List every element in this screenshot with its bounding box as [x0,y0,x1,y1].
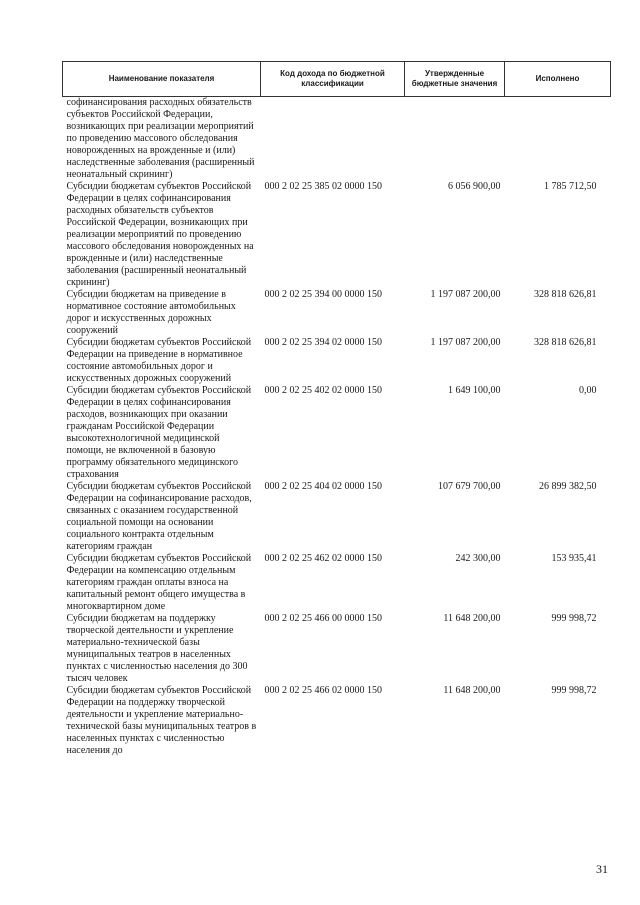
cell-code: 000 2 02 25 462 02 0000 150 [264,553,382,564]
cell-code: 000 2 02 25 466 02 0000 150 [264,685,382,696]
table-row [63,337,611,385]
header-code: Код дохода по бюджетной классификации [261,62,405,97]
cell-code [261,97,405,182]
cell-name: Субсидии бюджетам субъектов Российской Федерации на софинансирование расходов, связанных с оказанием государственной социальной помощи на основании социального контракта отдельным категориям граждан [66,481,252,552]
table-body [63,97,611,758]
cell-executed: 328 818 626,81 [534,289,597,300]
table-row [63,385,611,481]
header-name: Наименование показателя [63,62,261,97]
cell-approved: 11 648 200,00 [443,685,501,696]
cell-executed: 999 998,72 [551,613,597,624]
cell-executed: 328 818 626,81 [534,337,597,348]
cell-executed: 0,00 [579,385,597,396]
cell-executed: 1 785 712,50 [544,181,597,192]
cell-executed: 153 935,41 [551,553,597,564]
cell-name: Субсидии бюджетам на приведение в нормативное состояние автомобильных дорог и искусственных дорожных сооружений [66,289,236,336]
cell-approved: 1 197 087 200,00 [430,289,501,300]
cell-code: 000 2 02 25 394 02 0000 150 [264,337,382,348]
cell-approved: 242 300,00 [455,553,501,564]
cell-approved: 11 648 200,00 [443,613,501,624]
cell-code: 000 2 02 25 394 00 0000 150 [264,289,382,300]
cell-name: софинансирования расходных обязательств субъектов Российской Федерации, возникающих при реализации мероприятий по проведению массового обследования новорожденных на врожденные и (или) наследственные заболевания (расширенный неонатальный скрининг) [66,97,255,180]
cell-executed: 26 899 382,50 [539,481,597,492]
cell-executed: 999 998,72 [551,685,597,696]
cell-name: Субсидии бюджетам на поддержку творческой деятельности и укрепление материально-технической базы муниципальных театров в населенных пунктах с численностью населения до 300 тысяч человек [66,613,248,684]
budget-table [62,61,611,757]
table-header [63,62,611,97]
cell-approved: 6 056 900,00 [448,181,501,192]
table-row [63,685,611,757]
cell-name: Субсидии бюджетам субъектов Российской Федерации на компенсацию отдельным категориям граждан оплаты взноса на капитальный ремонт общего имущества в многоквартирном доме [66,553,252,612]
table-row [63,553,611,613]
table-row [63,481,611,553]
table-row [63,97,611,182]
cell-approved: 1 649 100,00 [448,385,501,396]
cell-code: 000 2 02 25 404 02 0000 150 [264,481,382,492]
cell-approved [405,97,505,182]
cell-name: Субсидии бюджетам субъектов Российской Федерации на поддержку творческой деятельности и укрепление материально-технической базы муниципальных театров в населенных пунктах с численностью населения до [66,685,257,756]
table-row [63,181,611,289]
cell-name: Субсидии бюджетам субъектов Российской Федерации в целях софинансирования расходов, возникающих при оказании гражданам Российской Федерации высокотехнологичной медицинской помощи, не включенной в базовую программу обязательного медицинского страхования [66,385,252,480]
header-approved: Утвержденные бюджетные значения [405,62,505,97]
cell-executed [505,97,611,182]
header-executed: Исполнено [505,62,611,97]
cell-code: 000 2 02 25 466 00 0000 150 [264,613,382,624]
cell-name: Субсидии бюджетам субъектов Российской Федерации в целях софинансирования расходных обязательств субъектов Российской Федерации, возникающих при реализации мероприятий по проведению массового обследования новорожденных на врожденные и (или) наследственные заболевания (расширенный неонатальный скрининг) [66,181,254,288]
cell-approved: 107 679 700,00 [438,481,501,492]
page-number: 31 [596,862,608,876]
cell-code: 000 2 02 25 402 02 0000 150 [264,385,382,396]
table-row [63,289,611,337]
cell-name: Субсидии бюджетам субъектов Российской Федерации на приведение в нормативное состояние автомобильных дорог и искусственных дорожных сооружений [66,337,252,384]
cell-code: 000 2 02 25 385 02 0000 150 [264,181,382,192]
table-row [63,613,611,685]
cell-approved: 1 197 087 200,00 [430,337,501,348]
